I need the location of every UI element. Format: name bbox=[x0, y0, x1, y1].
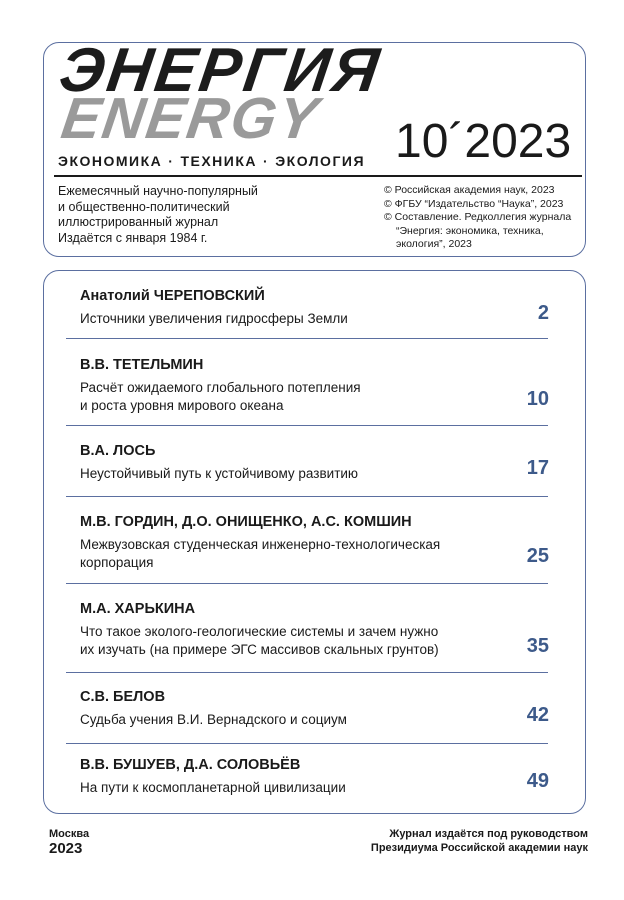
toc-page-number[interactable]: 2 bbox=[537, 302, 549, 324]
toc-author: М.А. ХАРЬКИНА bbox=[80, 601, 196, 617]
toc-entry[interactable] bbox=[80, 689, 550, 729]
toc-page-number[interactable]: 25 bbox=[526, 545, 549, 567]
toc-title: Источники увеличения гидросферы Земли bbox=[80, 311, 348, 326]
copyright-line: “Энергия: экономика, техника, bbox=[396, 224, 544, 237]
description-line: и общественно-политический bbox=[58, 199, 230, 214]
header-rule bbox=[54, 175, 582, 177]
toc-author: В.В. ТЕТЕЛЬМИН bbox=[80, 357, 204, 373]
toc-separator bbox=[66, 496, 548, 497]
toc-entry[interactable] bbox=[80, 288, 550, 328]
toc-page-number[interactable]: 42 bbox=[526, 704, 549, 726]
issue-number: 10´2023 bbox=[395, 115, 572, 168]
toc-entry[interactable] bbox=[80, 357, 550, 415]
toc-separator bbox=[66, 672, 548, 673]
copyright-block bbox=[384, 184, 584, 252]
logo-en: ENERGY bbox=[57, 86, 324, 151]
tagline-economics: ЭКОНОМИКА bbox=[58, 153, 163, 169]
journal-description bbox=[58, 184, 308, 246]
toc-title: Что такое эколого-геологические системы и зачем нужно их изучать (на примере ЭГС массивов скальных грунтов) bbox=[80, 624, 439, 657]
tagline-dot: · bbox=[168, 153, 175, 169]
toc-entry[interactable] bbox=[80, 601, 550, 659]
toc-author: В.А. ЛОСЬ bbox=[80, 443, 156, 459]
copyright-line: © ФГБУ “Издательство “Наука”, 2023 bbox=[384, 197, 564, 210]
tagline-technology: ТЕХНИКА bbox=[180, 153, 258, 169]
toc-separator bbox=[66, 743, 548, 744]
toc-page-number[interactable]: 10 bbox=[526, 388, 549, 410]
toc-author: С.В. БЕЛОВ bbox=[80, 689, 166, 705]
toc-entry[interactable] bbox=[80, 443, 550, 483]
publication-year: 2023 bbox=[49, 840, 83, 857]
description-line: Издаётся с января 1984 г. bbox=[58, 230, 208, 245]
toc-entry[interactable] bbox=[80, 514, 550, 572]
toc-author: Анатолий ЧЕРЕПОВСКИЙ bbox=[80, 288, 265, 304]
tagline-ecology: ЭКОЛОГИЯ bbox=[275, 153, 366, 169]
toc-title: Межвузовская студенческая инженерно-технологическая корпорация bbox=[80, 537, 441, 570]
toc-title: Расчёт ожидаемого глобального потепления и роста уровня мирового океана bbox=[80, 380, 361, 413]
toc-page-number[interactable]: 17 bbox=[526, 457, 549, 479]
description-line: Ежемесячный научно-популярный bbox=[58, 184, 258, 198]
description-line: иллюстрированный журнал bbox=[58, 215, 219, 229]
copyright-line: экология”, 2023 bbox=[396, 238, 472, 250]
toc-author: В.В. БУШУЕВ, Д.А. СОЛОВЬЁВ bbox=[80, 757, 301, 773]
toc-title: Неустойчивый путь к устойчивому развитию bbox=[80, 466, 359, 481]
toc-title: Судьба учения В.И. Вернадского и социум bbox=[80, 712, 347, 727]
toc-separator bbox=[66, 338, 548, 339]
toc-entry[interactable] bbox=[80, 757, 550, 797]
publication-city: Москва bbox=[49, 828, 90, 840]
publisher-note-line: Журнал издаётся под руководством bbox=[389, 828, 588, 840]
toc-separator bbox=[66, 425, 548, 426]
toc-author: М.В. ГОРДИН, Д.О. ОНИЩЕНКО, А.С. КОМШИН bbox=[80, 514, 412, 530]
tagline-dot: · bbox=[263, 153, 270, 169]
toc-page-number[interactable]: 35 bbox=[526, 635, 549, 657]
toc-separator bbox=[66, 583, 548, 584]
publisher-note bbox=[371, 828, 588, 855]
copyright-line: © Составление. Редколлегия журнала bbox=[384, 211, 572, 223]
logo-ru: ЭНЕРГИЯ bbox=[55, 36, 386, 105]
toc-page-number[interactable]: 49 bbox=[526, 770, 549, 792]
copyright-line: © Российская академия наук, 2023 bbox=[384, 184, 555, 196]
toc-title: На пути к космопланетарной цивилизации bbox=[80, 780, 346, 795]
tagline bbox=[58, 153, 365, 169]
publisher-note-line: Президиума Российской академии наук bbox=[370, 841, 588, 854]
